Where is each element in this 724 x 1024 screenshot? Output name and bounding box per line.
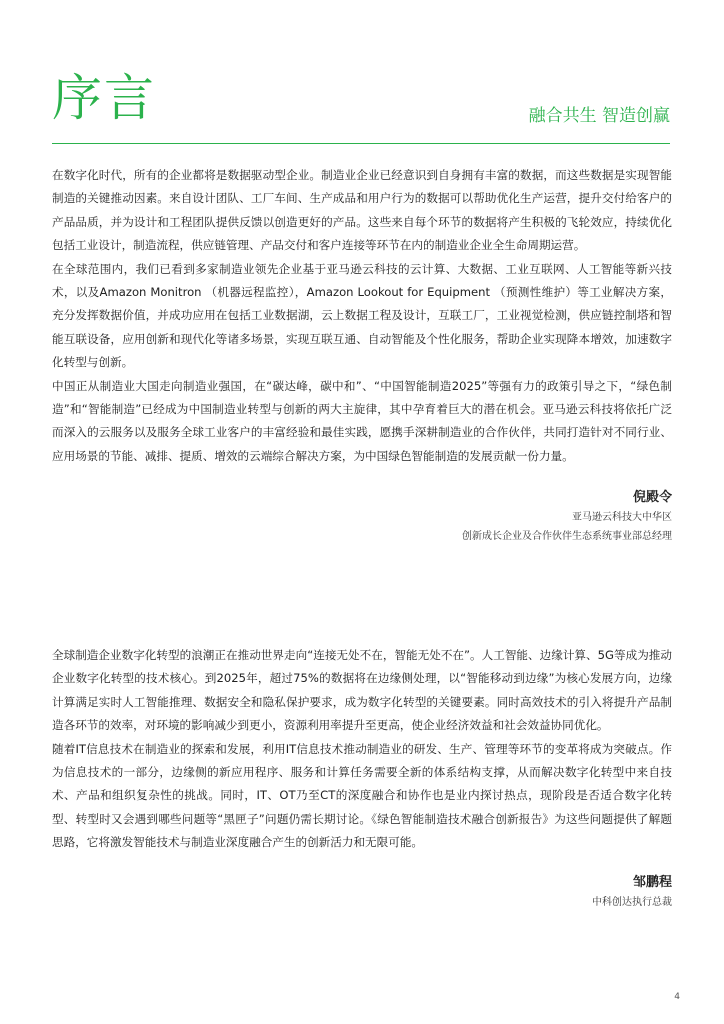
preface2-paragraph-2: 随着IT信息技术在制造业的探索和发展，利用IT信息技术推动制造业的研发、生产、管理等环节的变革将成为突破点。作为信息技术的一部分，边缘侧的新应用程序、服务和计算任务需要全新的体系结构支撑，从而解决数字化转型中来自技术、产品和组织复杂性的挑战。同时，IT、OT乃至CT的深度融合和协作也是业内探讨热点，现阶段是否适合数字化转型、转型时又会遇到哪些问题等“黑匣子”问题仍需长期讨论。《绿色智能制造技术融合创新报告》为这些问题提供了解题思路，它将激发智能技术与制造业深度融合产生的创新活力和无限可能。 <box>52 741 672 850</box>
signature-position: 中科创达执行总裁 <box>592 896 672 908</box>
signature-name: 倪殿令 <box>632 490 672 506</box>
preface1-paragraph-3: 中国正从制造业大国走向制造业强国，在“碳达峰，碳中和”、“中国智能制造2025”等强有力的政策引导之下，“绿色制造”和“智能制造”已经成为中国制造业转型与创新的两大主旋律，其中孕育着巨大的潜在机会。亚马逊云科技将依托广泛而深入的云服务以及服务全球工业客户的丰富经验和最佳实践，愿携手深耕制造业的合作伙伴，共同打造针对不同行业、应用场景的节能、减排、提质、增效的云端综合解决方案，为中国绿色智能制造的发展贡献一份力量。 <box>52 378 672 463</box>
signature-name: 邹鹏程 <box>632 874 672 890</box>
page-number: 4 <box>674 992 680 1002</box>
preface-section-2 <box>52 644 672 912</box>
preface-section-1 <box>52 164 672 546</box>
preface1-paragraph-2: 在全球范围内，我们已看到多家制造业领先企业基于亚马逊云科技的云计算、大数据、工业互联网、人工智能等新兴技术，以及Amazon Monitron （机器远程监控），Amazon Lookout for Equipment （预测性维护）等工业解决方案，充分发挥数据价值，并成功应用在包括工业数据湖，云上数据工程及设计，互联工厂，工业视觉检测，供应链控制塔和智能互联设备，应用创新和现代化等诸多场景，实现互联互通、自动智能及个性化服务，帮助企业实现降本增效，加速数字化转型与创新。 <box>52 261 672 370</box>
title-divider <box>52 143 670 144</box>
preface1-paragraph-1: 在数字化时代，所有的企业都将是数据驱动型企业。制造业企业已经意识到自身拥有丰富的数据，而这些数据是实现智能制造的关键推动因素。来自设计团队、工厂车间、生产成品和用户行为的数据可以帮助优化生产运营，提升交付给客户的产品品质，并为设计和工程团队提供反馈以创造更好的产品。这些来自每个环节的数据将产生积极的飞轮效应，持续优化包括工业设计，制造流程，供应链管理、产品交付和客户连接等环节在内的制造业企业全生命周期运营。 <box>52 168 672 253</box>
preface2-paragraph-1: 全球制造企业数字化转型的浪潮正在推动世界走向“连接无处不在，智能无处不在”。人工智能、边缘计算、5G等成为推动企业数字化转型的技术核心。到2025年，超过75%的数据将在边缘侧处理，以“智能移动到边缘”为核心发展方向，边缘计算满足实时人工智能推理、数据安全和隐私保护要求，成为数字化转型的关键要素。同时高效技术的引入将提升产品制造各环节的效率，对环境的影响减少到更小，资源利用率提升至更高，使企业经济效益和社会效益协同优化。 <box>52 648 672 733</box>
signature-position: 创新成长企业及合作伙伴生态系统事业部总经理 <box>462 531 672 543</box>
preface1-signature <box>52 488 672 546</box>
page-tagline: 融合共生 智造创赢 <box>528 106 670 126</box>
page-title: 序言 <box>52 69 156 127</box>
signature-organization: 亚马逊云科技大中华区 <box>572 512 672 524</box>
preface2-signature <box>52 873 672 912</box>
